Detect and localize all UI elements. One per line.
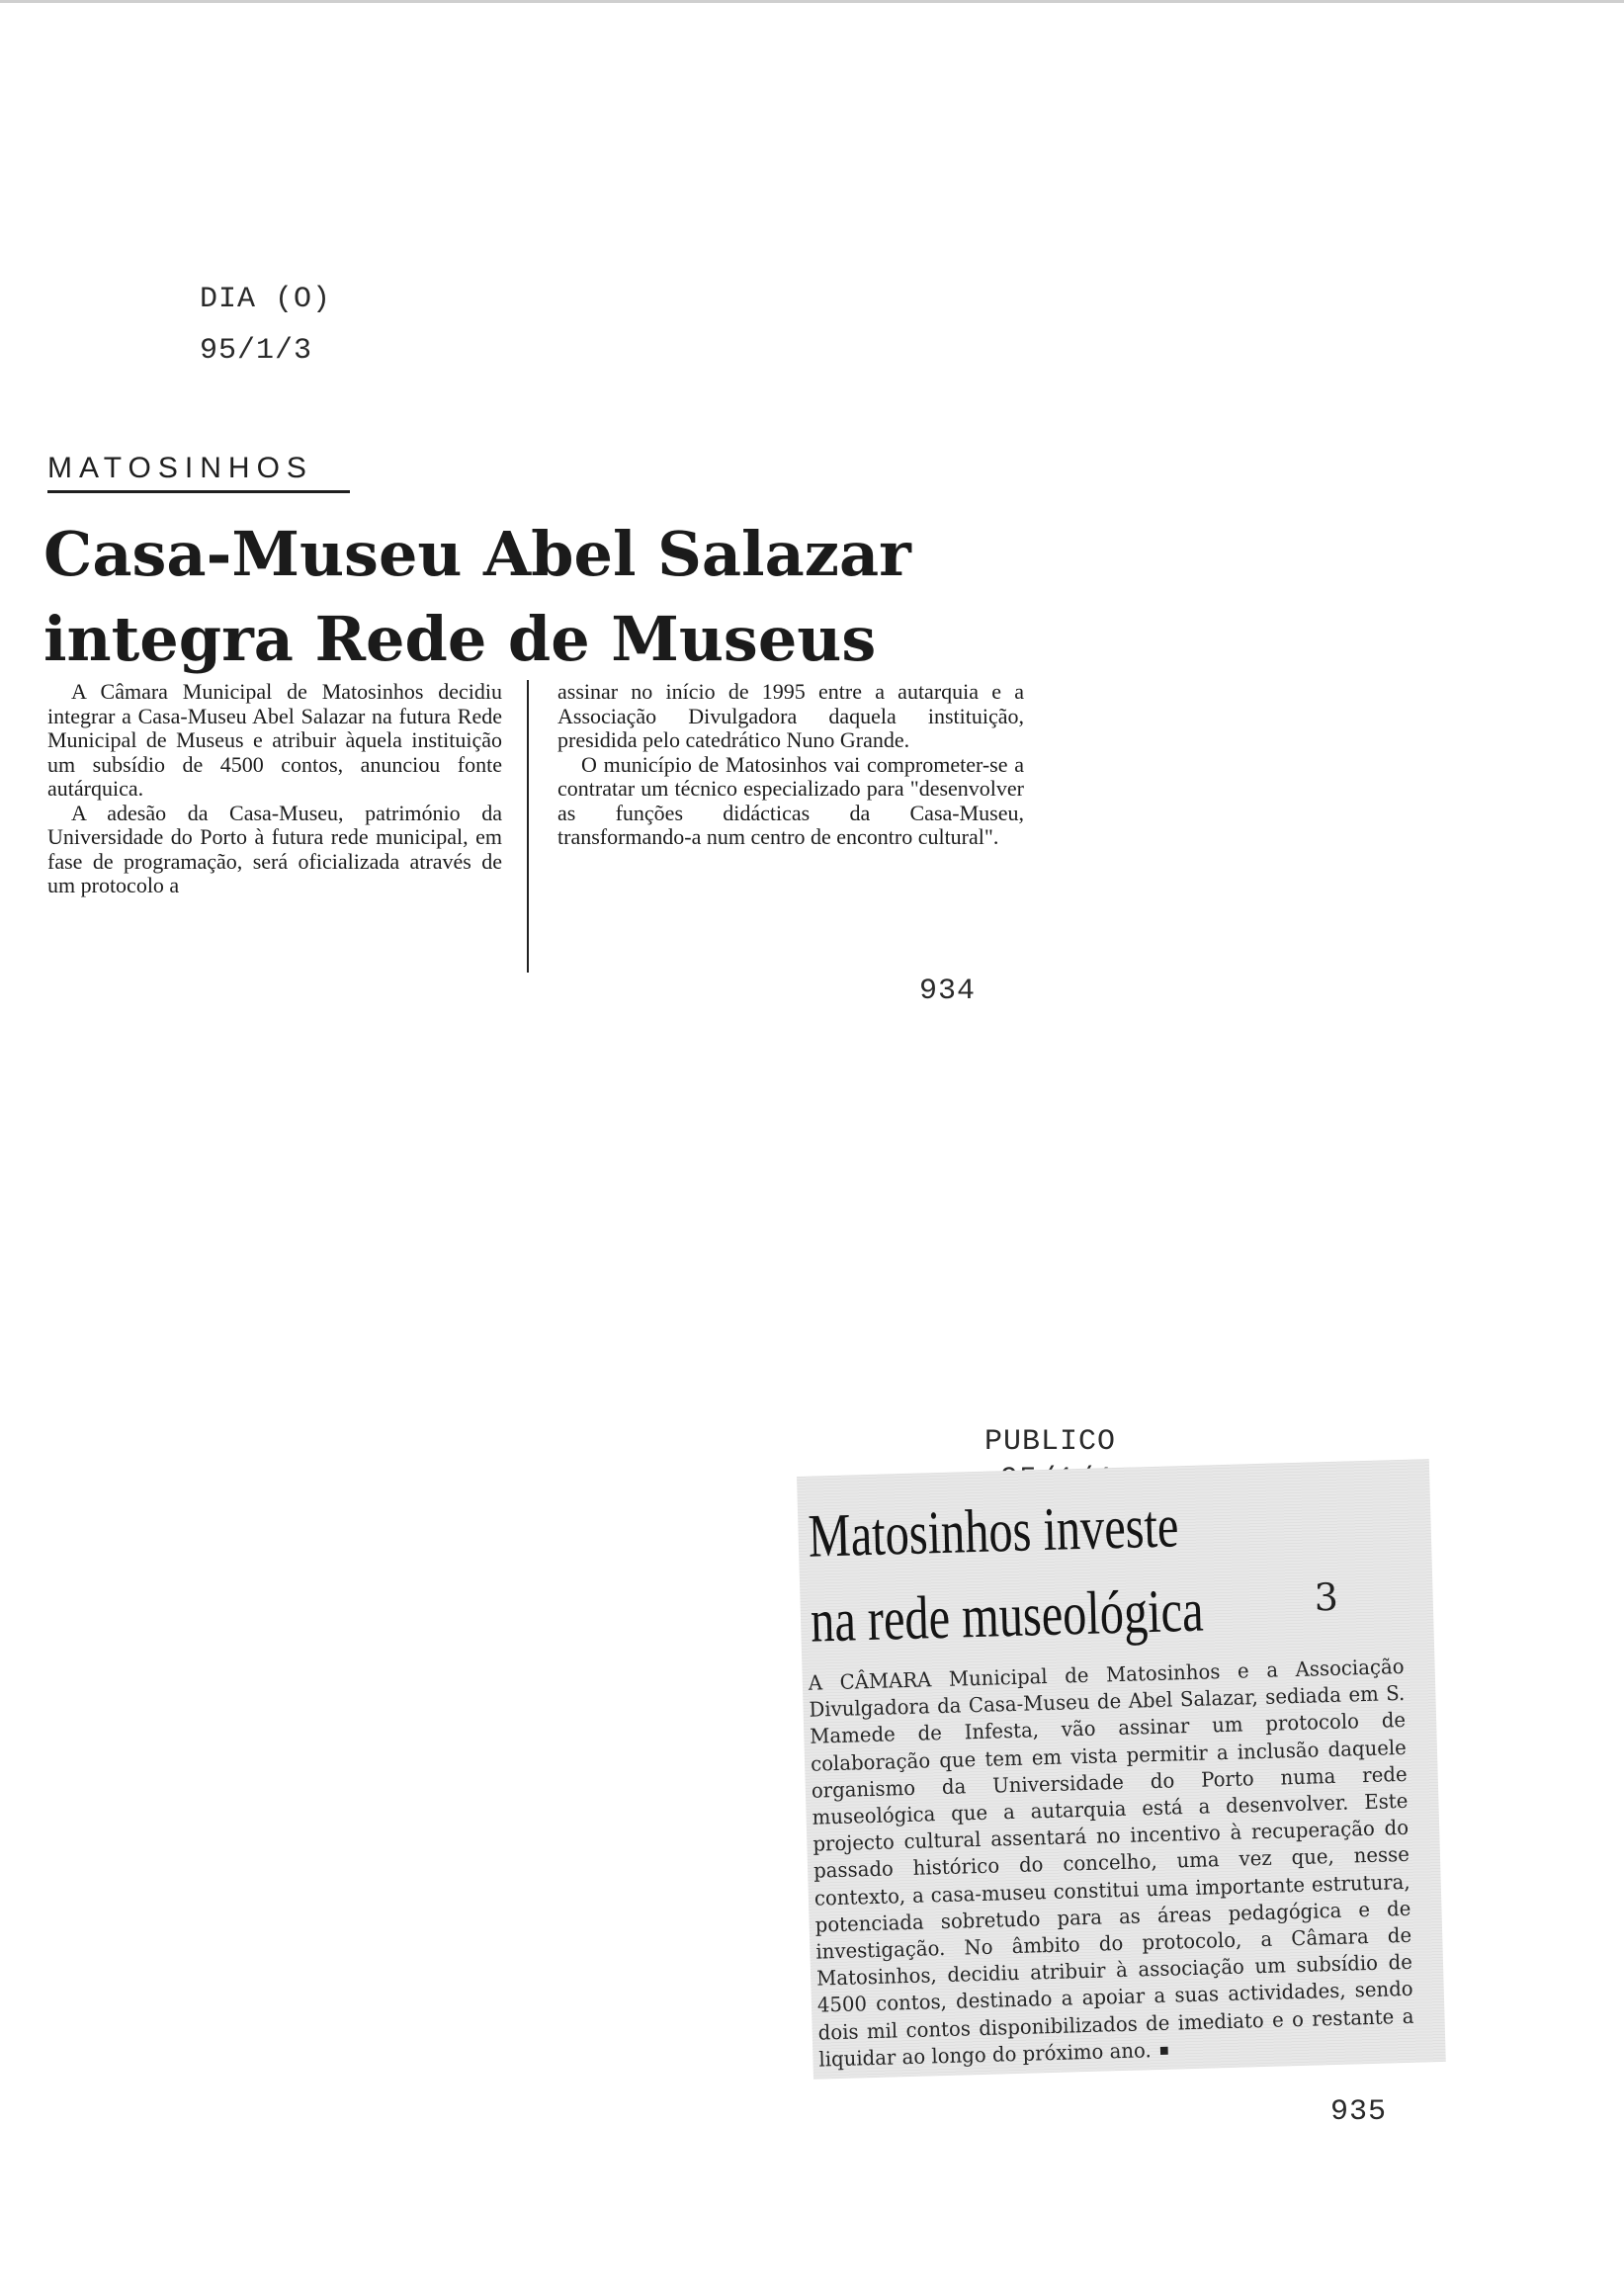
paragraph: A CÂMARA Municipal de Matosinhos e a Associação Divulgadora da Casa-Museu de Abel Salazar, sediada em S. Mamede de Infesta, vão assinar um protocolo de colaboração que tem em vista permitir a inclusão daquele organismo da Universidade do Porto numa rede museológica que a autarquia está a desenvolver. Este projecto cultural assentará no incentivo à recuperação do passado histórico do concelho, uma vez que, nesse contexto, a casa-museu constitui uma importante estrutura, potenciada sobretudo para as áreas pedagógica e de investigação. No âmbito do protocolo, a Câmara de Matosinhos, decidiu atribuir à associação um subsídio de 4500 contos, destinado a apoiar a suas actividades, sendo dois mil contos disponibilizados de imediato e o restante a liquidar ao longo do próximo ano.: [808, 1654, 1414, 2072]
headline-line-1: Matosinhos investe: [807, 1492, 1180, 1571]
scan-top-edge: [0, 0, 1624, 3]
section-kicker: MATOSINHOS: [47, 452, 313, 484]
headline-line-1: Casa-Museu Abel Salazar: [43, 518, 911, 590]
source-stamp-publico: PUBLICO: [984, 1425, 1117, 1459]
paragraph: assinar no início de 1995 entre a autarquia e a Associação Divulgadora daquela instituição, presidida pelo catedrático Nuno Grande.: [557, 679, 1024, 752]
page-number-934: 934: [919, 975, 977, 1008]
source-stamp-dia: DIA (O): [200, 283, 332, 316]
kicker-underline: [47, 490, 350, 493]
headline-line-2: integra Rede de Museus: [43, 603, 877, 675]
paragraph: O município de Matosinhos vai comprometer-se a contratar um técnico especializado para "desenvolver as funções didácticas da Casa-Museu, transformando-a num centro de encontro cultural".: [557, 751, 1024, 849]
headline-casa-museu: [43, 512, 973, 682]
article-column-left: [47, 680, 502, 898]
page-number-935: 935: [1330, 2095, 1388, 2129]
end-of-article-mark: [1160, 2047, 1168, 2055]
handwritten-mark: 3: [1314, 1574, 1339, 1620]
publico-article-body: [808, 1654, 1414, 2074]
publico-clipping: [797, 1459, 1446, 2080]
paragraph: A Câmara Municipal de Matosinhos decidiu integrar a Casa-Museu Abel Salazar na futura Rede Municipal de Museus e atribuir àquela instituição um subsídio de 4500 contos, anunciou fonte autárquica.: [47, 679, 502, 801]
headline-line-2: na rede museológica: [810, 1576, 1205, 1656]
article-column-right: [557, 680, 1024, 850]
date-stamp-dia: 95/1/3: [200, 334, 313, 368]
paragraph: A adesão da Casa-Museu, património da Universidade do Porto à futura rede municipal, em fase de programação, será oficializada através de um protocolo a: [47, 800, 502, 897]
headline-matosinhos-investe: [807, 1484, 1204, 1664]
column-divider: [527, 680, 529, 973]
